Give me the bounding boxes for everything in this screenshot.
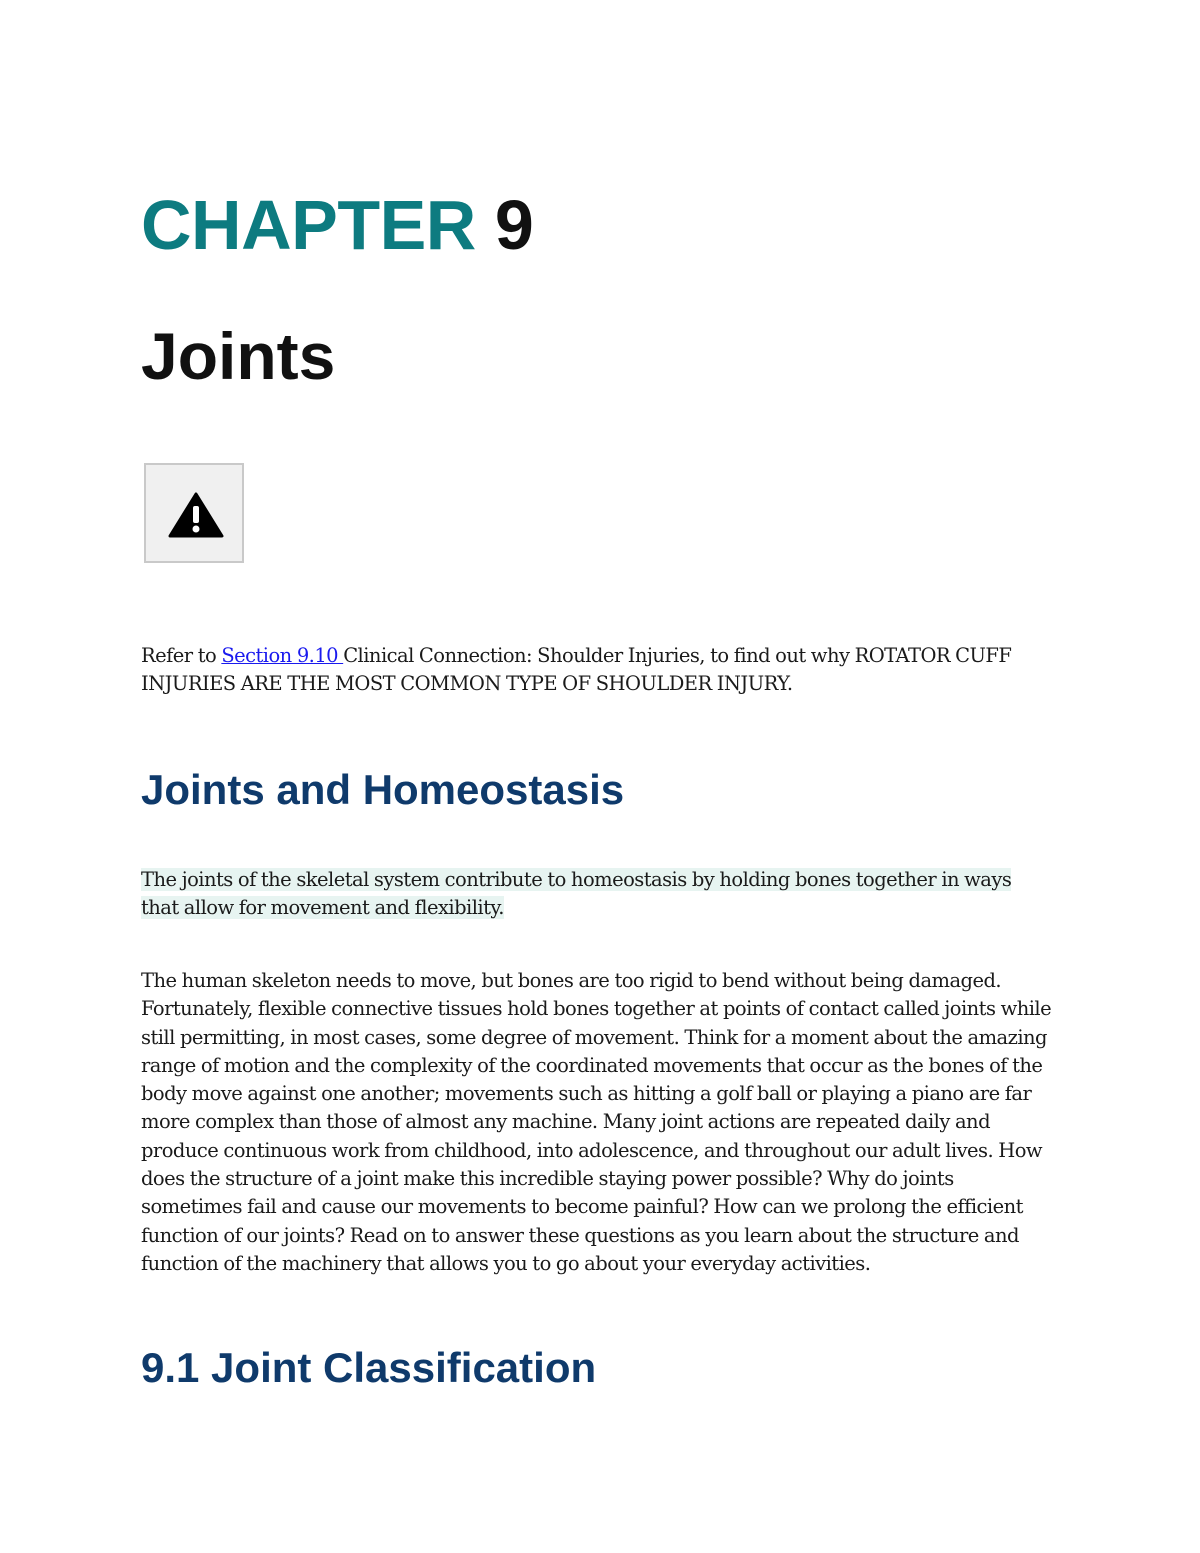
body-paragraph: The human skeleton needs to move, but bones are too rigid to bend without being damaged. Fortunately, flexible connective tissues hold bones together at points of contact called joints while still permitting, in most cases, some degree of movement. Think for a moment about the amazing range of motion and the complexity of the coordinated movements that occur as the bones of the body move against one another; movements such as hitting a golf ball or playing a piano are far more complex than those of almost any machine. Many joint actions are repeated daily and produce continuous work from childhood, into adolescence, and throughout our adult lives. How does the structure of a joint make this incredible staying power possible? Why do joints sometimes fail and cause our movements to become painful? How can we prolong the efficient function of our joints? Read on to answer these questions as you learn about the structure and function of the machinery that allows you to go about your everyday activities. (141, 969, 1052, 1275)
chapter-label: CHAPTER (141, 186, 476, 264)
section-heading-classification: 9.1 Joint Classification (141, 1344, 597, 1391)
refer-paragraph (141, 642, 1046, 699)
refer-prefix: Refer to (141, 644, 222, 667)
section-link[interactable]: Section 9.10 (221, 644, 344, 667)
warning-icon (168, 491, 224, 539)
chapter-heading (141, 186, 533, 264)
highlighted-text: The joints of the skeletal system contribute to homeostasis by holding bones together in ways that allow for movement and flexibility. (141, 868, 1012, 920)
chapter-title: Joints (141, 319, 336, 393)
broken-image-placeholder (144, 463, 244, 563)
chapter-number: 9 (494, 186, 534, 264)
highlighted-paragraph (141, 866, 1046, 923)
section-heading-homeostasis: Joints and Homeostasis (141, 766, 625, 813)
refer-suffix: Clinical Connection: Shoulder Injuries, to find out why ROTATOR CUFF INJURIES ARE THE MOST COMMON TYPE OF SHOULDER INJURY. (141, 644, 1012, 696)
